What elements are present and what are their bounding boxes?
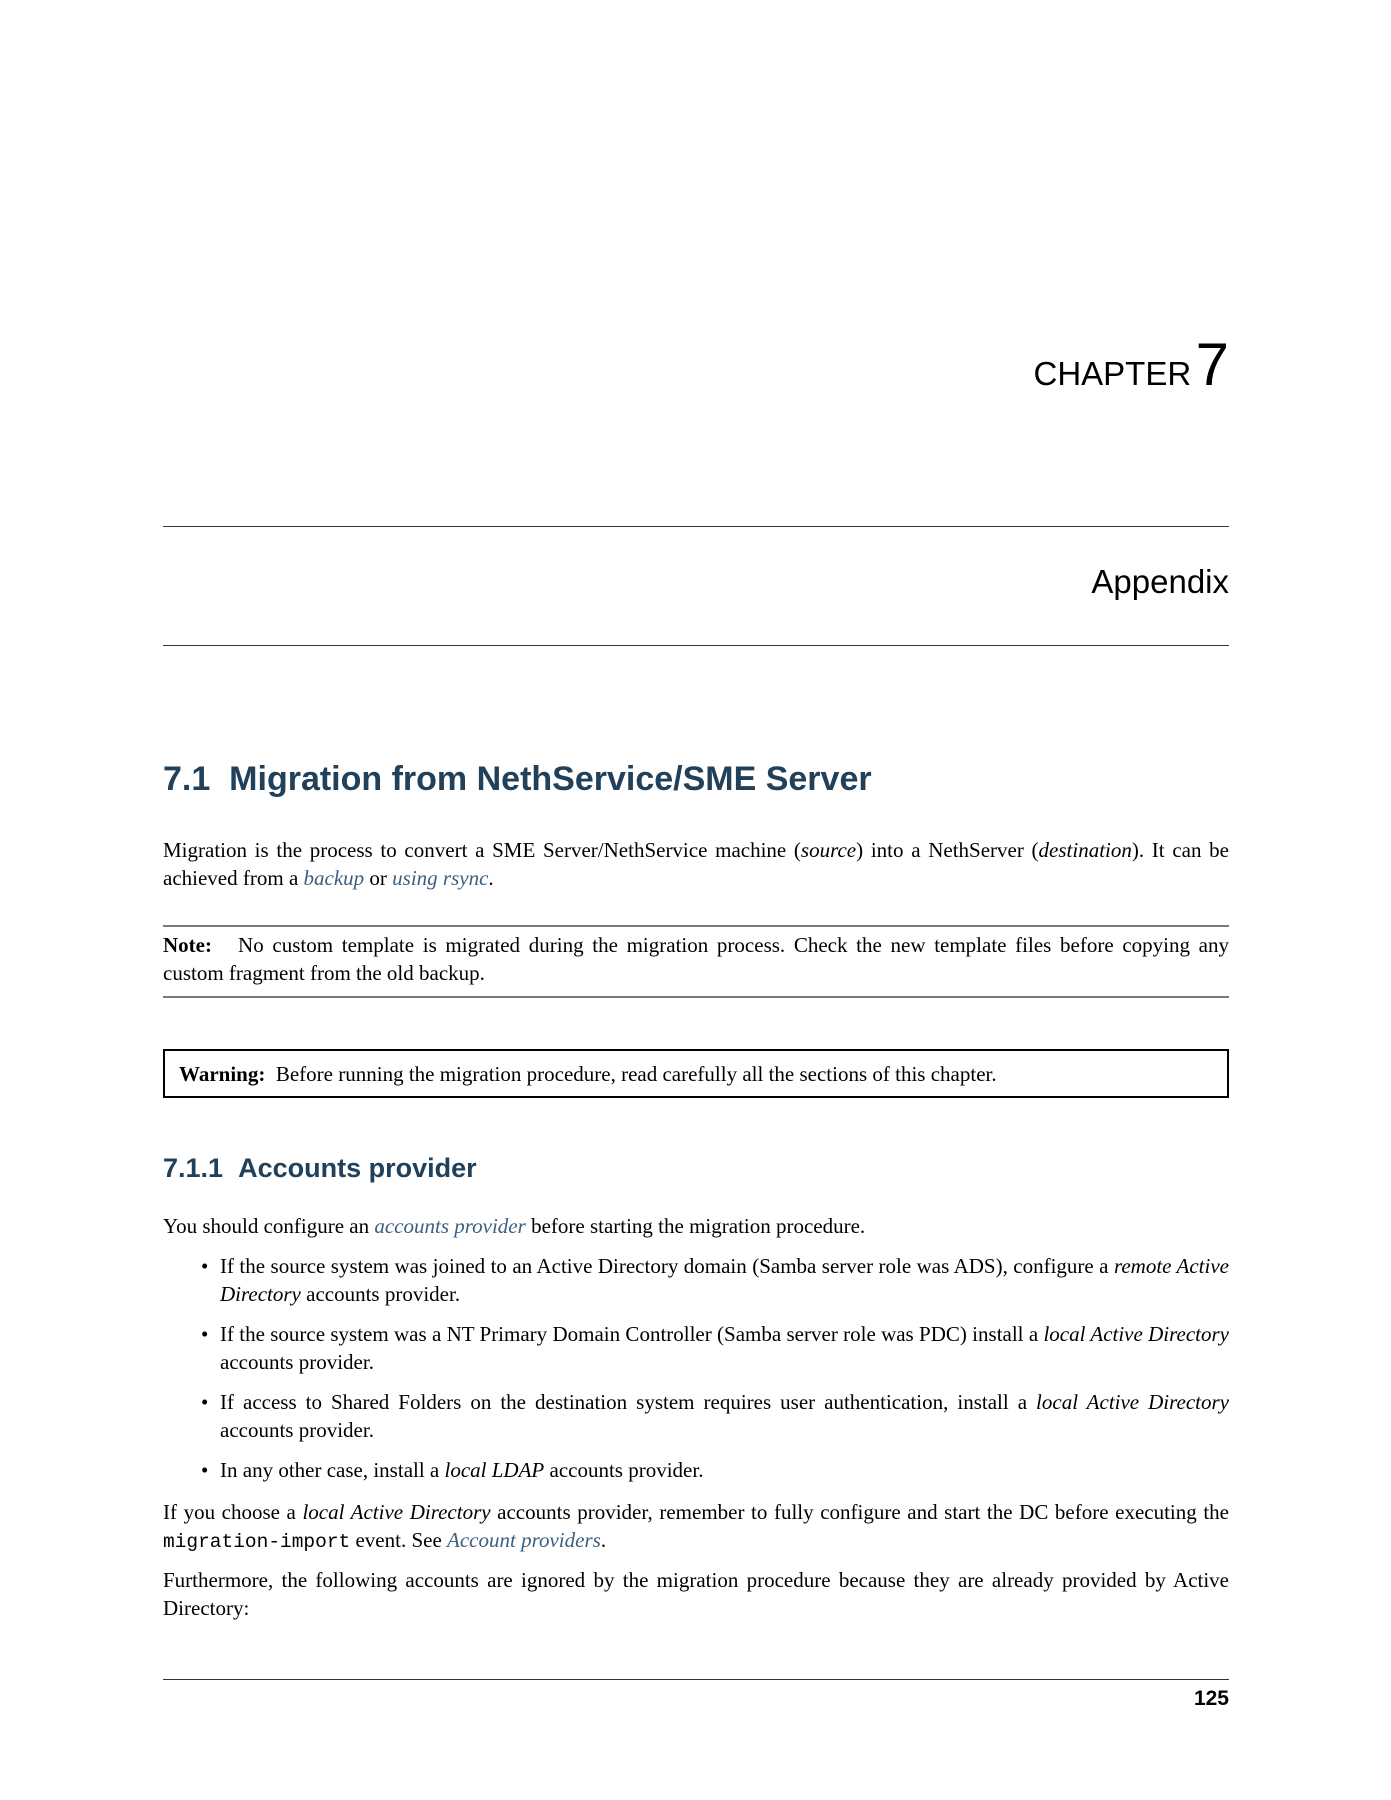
chapter-number: 7 — [1195, 331, 1229, 398]
text: In any other case, install a — [220, 1458, 445, 1482]
warning-box — [163, 1049, 1229, 1098]
page-number: 125 — [1193, 1687, 1229, 1710]
text: accounts provider. — [300, 1281, 461, 1306]
list-item — [163, 1389, 1229, 1444]
text: ) into a NethServer ( — [856, 838, 1039, 862]
chapter-title: Appendix — [1091, 563, 1229, 600]
list-item — [163, 1457, 1229, 1485]
text: . — [600, 1527, 607, 1552]
emphasis: local Active Directory — [1036, 1390, 1229, 1414]
emphasis: remote Active Directory — [220, 1254, 1229, 1306]
note-text: No custom template is migrated during the migration process. Check the new template files before copying any custom fragment from the old backup. — [163, 933, 1229, 985]
text: ). It can be achieved from a — [163, 838, 1229, 890]
section-heading — [163, 760, 1229, 799]
text: accounts provider. — [220, 1417, 374, 1442]
emphasis: destination — [1038, 838, 1132, 862]
note-top-rule — [163, 925, 1229, 927]
emphasis: local Active Directory — [1043, 1322, 1229, 1346]
account-providers-link[interactable]: Account providers — [447, 1527, 601, 1552]
chapter-heading — [163, 330, 1229, 399]
divider — [163, 645, 1229, 646]
list-item — [163, 1253, 1229, 1308]
warning-text: Before running the migration procedure, read carefully all the sections of this chapter. — [275, 1062, 997, 1086]
text: . — [488, 865, 494, 890]
chapter-label: CHAPTER — [1033, 355, 1192, 392]
paragraph — [163, 1213, 1229, 1241]
backup-link[interactable]: backup — [303, 865, 365, 890]
text: accounts provider. — [544, 1458, 704, 1482]
emphasis: local LDAP — [444, 1458, 545, 1482]
emphasis: local Active Directory — [302, 1500, 491, 1524]
list-item — [163, 1321, 1229, 1376]
section-number: 7.1 — [163, 760, 211, 798]
bullet-icon: • — [201, 1322, 209, 1346]
bullet-icon: • — [201, 1254, 209, 1278]
bullet-icon: • — [201, 1390, 209, 1414]
text: If the source system was a NT Primary Domain Controller (Samba server role was PDC) install a — [220, 1322, 1044, 1346]
paragraph — [163, 1499, 1229, 1556]
subsection-title: Accounts provider — [238, 1153, 477, 1183]
text: or — [364, 865, 393, 890]
note-bottom-rule — [163, 996, 1229, 998]
text: before starting the migration procedure. — [525, 1214, 866, 1238]
accounts-provider-link[interactable]: accounts provider — [374, 1214, 526, 1238]
text: If access to Shared Folders on the destination system requires user authentication, install a — [220, 1390, 1037, 1414]
text: If the source system was joined to an Active Directory domain (Samba server role was ADS), configure a — [220, 1254, 1114, 1278]
footer-rule — [163, 1679, 1229, 1680]
section-title: Migration from NethService/SME Server — [229, 760, 872, 798]
bullet-icon: • — [201, 1458, 209, 1482]
note-label: Note: — [163, 933, 212, 957]
warning-label: Warning: — [179, 1062, 266, 1086]
text: accounts provider, remember to fully configure and start the DC before executing the — [490, 1500, 1229, 1524]
divider — [163, 526, 1229, 527]
code-literal: migration-import — [163, 1530, 351, 1553]
rsync-link[interactable]: using rsync — [392, 865, 489, 890]
text: If you choose a — [163, 1500, 303, 1524]
note-box — [163, 932, 1229, 987]
bullet-list — [163, 1253, 1229, 1485]
text: Migration is the process to convert a SME Server/NethService machine ( — [163, 838, 801, 862]
emphasis: source — [800, 838, 857, 862]
subsection-number: 7.1.1 — [163, 1153, 224, 1183]
paragraph: Furthermore, the following accounts are ignored by the migration procedure because they are already provided by Active Directory: — [163, 1568, 1229, 1620]
text: accounts provider. — [220, 1349, 374, 1374]
text: You should configure an — [163, 1214, 375, 1238]
subsection-heading — [163, 1153, 1229, 1184]
intro-paragraph — [163, 837, 1229, 892]
text: event. See — [350, 1527, 448, 1552]
